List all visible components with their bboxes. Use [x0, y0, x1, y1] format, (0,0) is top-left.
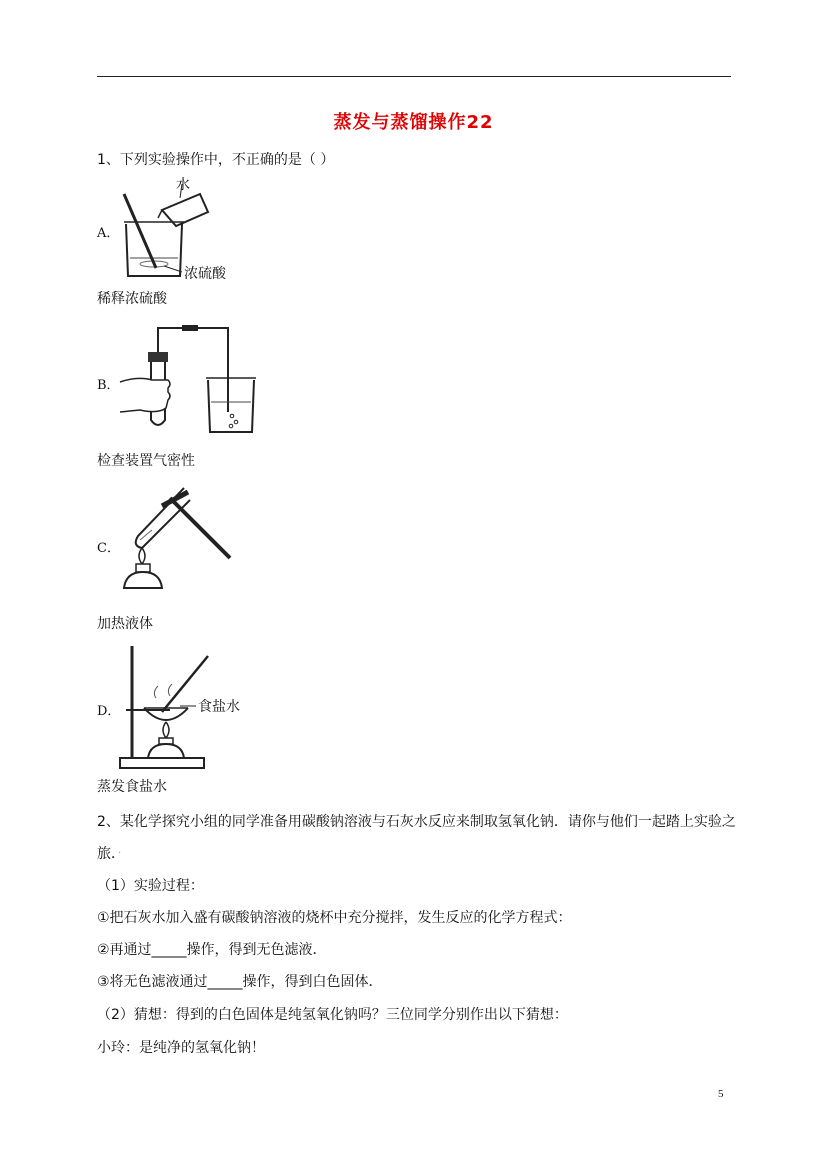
page-title: 蒸发与蒸馏操作22: [333, 112, 494, 133]
option-c-caption: 加热液体: [97, 616, 153, 632]
option-a-acid-label: 浓硫酸: [184, 266, 226, 282]
option-a-caption: 稀释浓硫酸: [97, 291, 167, 307]
q2-line-6: 小玲：是纯净的氢氧化钠！: [97, 1040, 265, 1056]
question-2-stem-text: 2、某化学探究小组的同学准备用碳酸钠溶液与石灰水反应来制取氢氧化钠．请你与他们一起踏上实验之旅．: [97, 814, 736, 862]
option-d-salt-water-label: 食盐水: [198, 699, 240, 715]
option-d-figure: [118, 642, 258, 772]
question-2-stem: [97, 806, 737, 870]
header-rule: [97, 76, 731, 77]
q2-line-4: ③将无色滤液通过_____操作，得到白色固体．: [97, 974, 383, 990]
stem-mark: ·: [118, 848, 122, 859]
option-d-letter: D．: [97, 704, 121, 719]
option-b-caption: 检查装置气密性: [97, 453, 195, 469]
q2-line-2: ①把石灰水加入盛有碳酸钠溶液的烧杯中充分搅拌，发生反应的化学方程式：: [97, 910, 572, 926]
option-d-caption: 蒸发食盐水: [97, 779, 167, 795]
option-a-water-label: 水: [176, 177, 190, 193]
q2-line-3: ②再通过_____操作，得到无色滤液．: [97, 942, 327, 958]
q2-line-1: （1）实验过程：: [97, 878, 204, 894]
option-a-figure: [118, 176, 248, 286]
option-b-letter: B．: [97, 378, 120, 393]
question-1-stem: 1、下列实验操作中，不正确的是（ ）: [97, 152, 335, 168]
page-number: 5: [718, 1088, 724, 1100]
option-c-letter: C．: [97, 541, 120, 556]
option-b-figure: [118, 320, 268, 440]
option-c-figure: [118, 484, 238, 604]
option-a-letter: A．: [97, 226, 120, 241]
q2-line-5: （2）猜想：得到的白色固体是纯氢氧化钠吗？三位同学分别作出以下猜想：: [97, 1007, 568, 1023]
